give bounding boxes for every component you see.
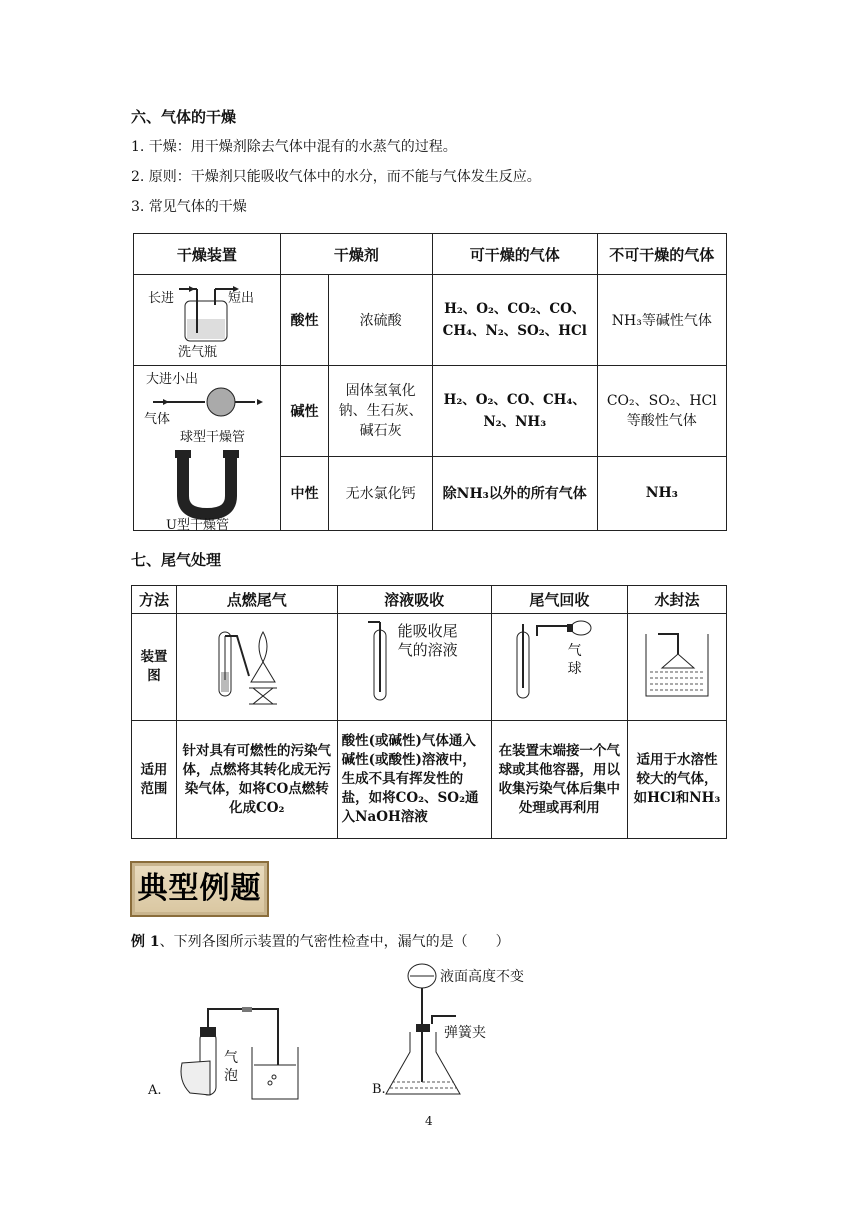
header-burn: 点燃尾气 bbox=[176, 586, 337, 614]
tail-gas-table bbox=[131, 585, 727, 839]
section-6-item-3: 3. 常见气体的干燥 bbox=[131, 199, 247, 215]
section-6-item-1: 1. 干燥：用干燥剂除去气体中混有的水蒸气的过程。 bbox=[131, 139, 457, 155]
cannot-dry-neutral: NH₃ bbox=[597, 456, 726, 530]
type-basic: 碱性 bbox=[280, 366, 328, 457]
option-a-label: A. bbox=[148, 1083, 162, 1098]
section-6-title: 六、气体的干燥 bbox=[131, 108, 237, 126]
burn-diagram bbox=[176, 614, 337, 721]
cannot-dry-basic: CO₂、SO₂、HCl等酸性气体 bbox=[597, 366, 726, 457]
can-dry-basic: H₂、O₂、CO、CH₄、N₂、NH₃ bbox=[432, 366, 597, 457]
scope-recover: 在装置末端接一个气球或其他容器，用以收集污染气体后集中处理或再利用 bbox=[491, 721, 627, 839]
scope-water-seal: 适用于水溶性较大的气体，如HCl和NH₃ bbox=[628, 721, 727, 839]
header-water-seal: 水封法 bbox=[628, 586, 727, 614]
section-6-item-2: 2. 原则：干燥剂只能吸收气体中的水分，而不能与气体发生反应。 bbox=[131, 169, 541, 185]
page-number: 4 bbox=[425, 1114, 433, 1128]
option-b-label: B. bbox=[372, 1082, 386, 1097]
agent-neutral: 无水氯化钙 bbox=[329, 456, 433, 530]
section-7-title: 七、尾气处理 bbox=[131, 551, 222, 569]
header-device: 干燥装置 bbox=[134, 234, 281, 275]
header-agent: 干燥剂 bbox=[280, 234, 432, 275]
agent-acidic: 浓硫酸 bbox=[329, 275, 433, 366]
example-label: 例 1 bbox=[131, 934, 160, 950]
scope-absorb: 酸性(或碱性)气体通入碱性(或酸性)溶液中，生成不具有挥发性的盐，如将CO₂、SO₂通入NaOH溶液 bbox=[337, 721, 491, 839]
drying-table bbox=[133, 233, 727, 531]
recover-diagram: 气球 bbox=[491, 614, 627, 721]
row-label-scope: 适用范围 bbox=[132, 721, 177, 839]
header-recover: 尾气回收 bbox=[491, 586, 627, 614]
example-1-question: 例 1、下列各图所示装置的气密性检查中，漏气的是（ ） bbox=[131, 934, 510, 950]
type-neutral: 中性 bbox=[280, 456, 328, 530]
row-label-device: 装置图 bbox=[132, 614, 177, 721]
option-b-figure: 液面高度不变 弹簧夹 B. bbox=[370, 962, 570, 1102]
wash-bottle-diagram: 长进 短出 洗气瓶 bbox=[134, 275, 281, 366]
header-can-dry: 可干燥的气体 bbox=[432, 234, 597, 275]
header-method: 方法 bbox=[132, 586, 177, 614]
absorb-diagram: 能吸收尾气的溶液 bbox=[337, 614, 491, 721]
can-dry-acidic: H₂、O₂、CO₂、CO、CH₄、N₂、SO₂、HCl bbox=[432, 275, 597, 366]
cannot-dry-acidic: NH₃等碱性气体 bbox=[597, 275, 726, 366]
agent-basic: 固体氢氧化钠、生石灰、碱石灰 bbox=[329, 366, 433, 457]
header-cannot-dry: 不可干燥的气体 bbox=[597, 234, 726, 275]
header-absorb: 溶液吸收 bbox=[337, 586, 491, 614]
typical-examples-banner: 典型例题 bbox=[130, 861, 269, 917]
can-dry-neutral: 除NH₃以外的所有气体 bbox=[432, 456, 597, 530]
scope-burn: 针对具有可燃性的污染气体，点燃将其转化成无污染气体，如将CO点燃转化成CO₂ bbox=[176, 721, 337, 839]
drying-tube-diagrams: 大进小出 气体 球型干燥管 U型干燥管 bbox=[134, 366, 281, 531]
option-a-figure: 气泡 A. bbox=[148, 1005, 328, 1105]
type-acidic: 酸性 bbox=[280, 275, 328, 366]
water-seal-diagram bbox=[628, 614, 727, 721]
